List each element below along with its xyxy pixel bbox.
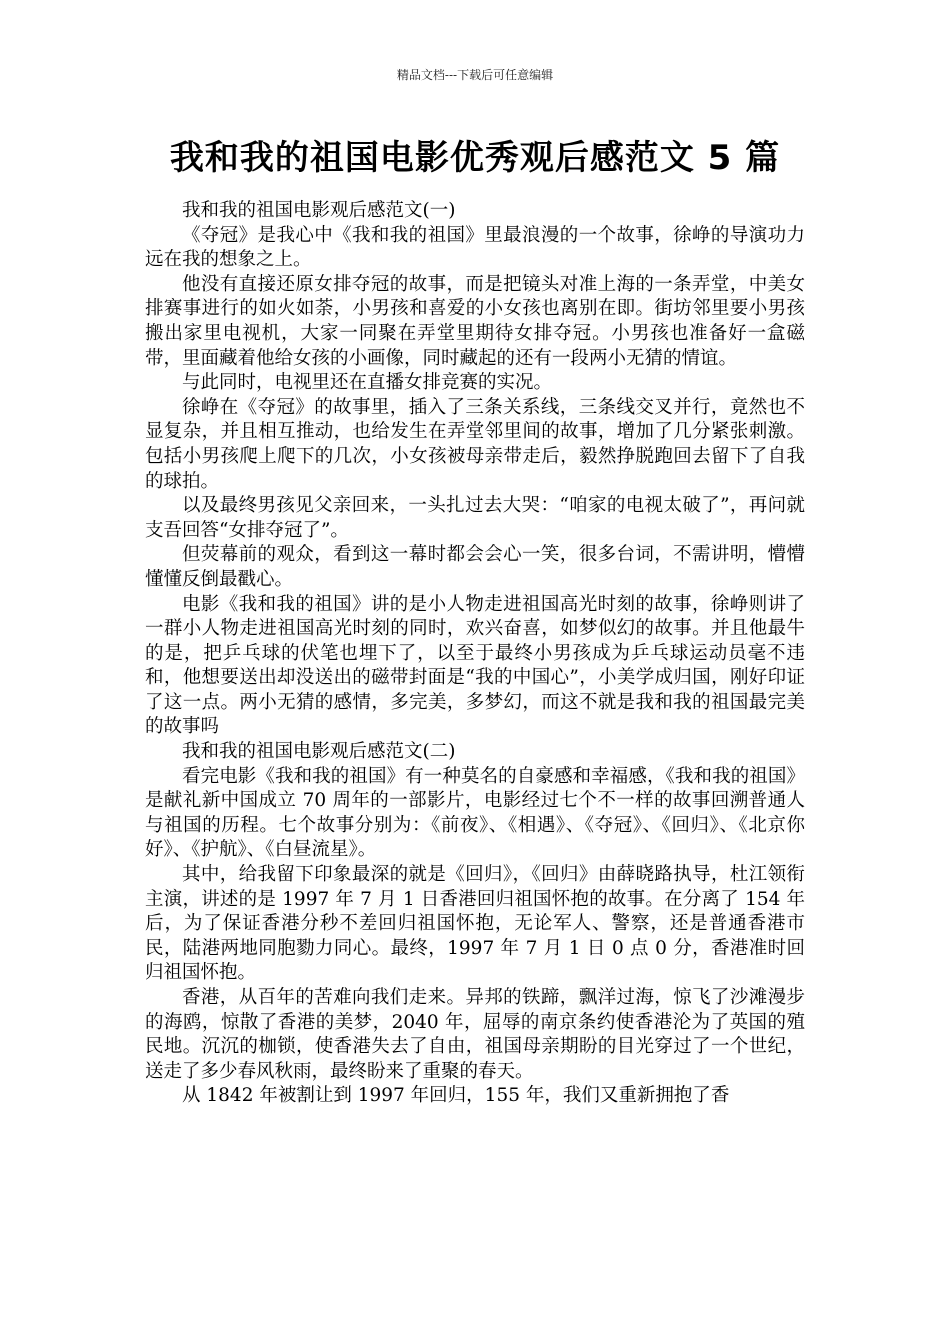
- paragraph: 他没有直接还原女排夺冠的故事，而是把镜头对准上海的一条弄堂，中美女排赛事进行的如火如荼，小男孩和喜爱的小女孩也离别在即。街坊邻里要小男孩搬出家里电视机，大家一同聚在弄堂里期待女排夺冠。小男孩也准备好一盒磁带，里面藏着他给女孩的小画像，同时藏起的还有一段两小无猜的情谊。: [145, 273, 805, 369]
- header-note: 精品文档---下载后可任意编辑: [396, 68, 554, 82]
- document-title: 我和我的祖国电影优秀观后感范文 5 篇: [169, 138, 781, 178]
- paragraph: 《夺冠》是我心中《我和我的祖国》里最浪漫的一个故事，徐峥的导演功力远在我的想象之上。: [145, 224, 805, 271]
- paragraph: 但荧幕前的观众，看到这一幕时都会会心一笑，很多台词，不需讲明，懵懵懂懂反倒最戳心。: [145, 544, 805, 590]
- paragraph: 徐峥在《夺冠》的故事里，插入了三条关系线，三条线交叉并行，竟然也不显复杂，并且相互推动，也给发生在弄堂邻里间的故事，增加了几分紧张刺激。包括小男孩爬上爬下的几次，小女孩被母亲带走后，毅然挣脱跑回去留下了自我的球拍。: [145, 396, 805, 492]
- section-heading-1: 我和我的祖国电影观后感范文(一): [182, 200, 456, 221]
- section-heading-2: 我和我的祖国电影观后感范文(二): [182, 741, 456, 763]
- paragraph: 以及最终男孩见父亲回来，一头扎过去大哭：“咱家的电视太破了”，再问就支吾回答“女排夺冠了”。: [145, 495, 805, 541]
- paragraph: 与此同时，电视里还在直播女排竞赛的实况。: [182, 372, 553, 394]
- paragraph: 香港，从百年的苦难向我们走来。异邦的铁蹄，飘洋过海，惊飞了沙滩漫步的海鸥，惊散了香港的美梦，2040 年，屈辱的南京条约使香港沦为了英国的殖民地。沉沉的枷锁，使香港失去了自由，祖国母亲期盼的目光穿过了一个世纪，送走了多少春风秋雨，最终盼来了重聚的春天。: [145, 987, 805, 1082]
- paragraph: 其中，给我留下印象最深的就是《回归》，《回归》由薛晓路执导，杜江领衔主演，讲述的是 1997 年 7 月 1 日香港回归祖国怀抱的故事。在分离了 154 年后，为了保证香港分秒不差回归祖国怀抱，无论军人、警察，还是普通香港市民，陆港两地同胞勠力同心。最终，1997 年 7 月 1 日 0 点 0 分，香港准时回归祖国怀抱。: [145, 864, 805, 984]
- document-body: [145, 199, 805, 1109]
- paragraph: 看完电影《我和我的祖国》有一种莫名的自豪感和幸福感，《我和我的祖国》是献礼新中国成立 70 周年的一部影片，电影经过七个不一样的故事回溯普通人与祖国的历程。七个故事分别为：《前夜》、《相遇》、《夺冠》、《回归》、《北京你好》、《护航》、《白昼流星》。: [145, 765, 805, 861]
- paragraph: 从 1842 年被割让到 1997 年回归，155 年，我们又重新拥抱了香: [182, 1085, 730, 1107]
- paragraph: 电影《我和我的祖国》讲的是小人物走进祖国高光时刻的故事，徐峥则讲了一群小人物走进祖国高光时刻的同时，欢兴奋喜，如梦似幻的故事。并且他最牛的是，把乒乓球的伏笔也埋下了，以至于最终小男孩成为乒乓球运动员毫不违和，他想要送出却没送出的磁带封面是“我的中国心”，小美学成归国，刚好印证了这一点。两小无猜的感情，多完美，多梦幻，而这不就是我和我的祖国最完美的故事吗: [145, 593, 805, 738]
